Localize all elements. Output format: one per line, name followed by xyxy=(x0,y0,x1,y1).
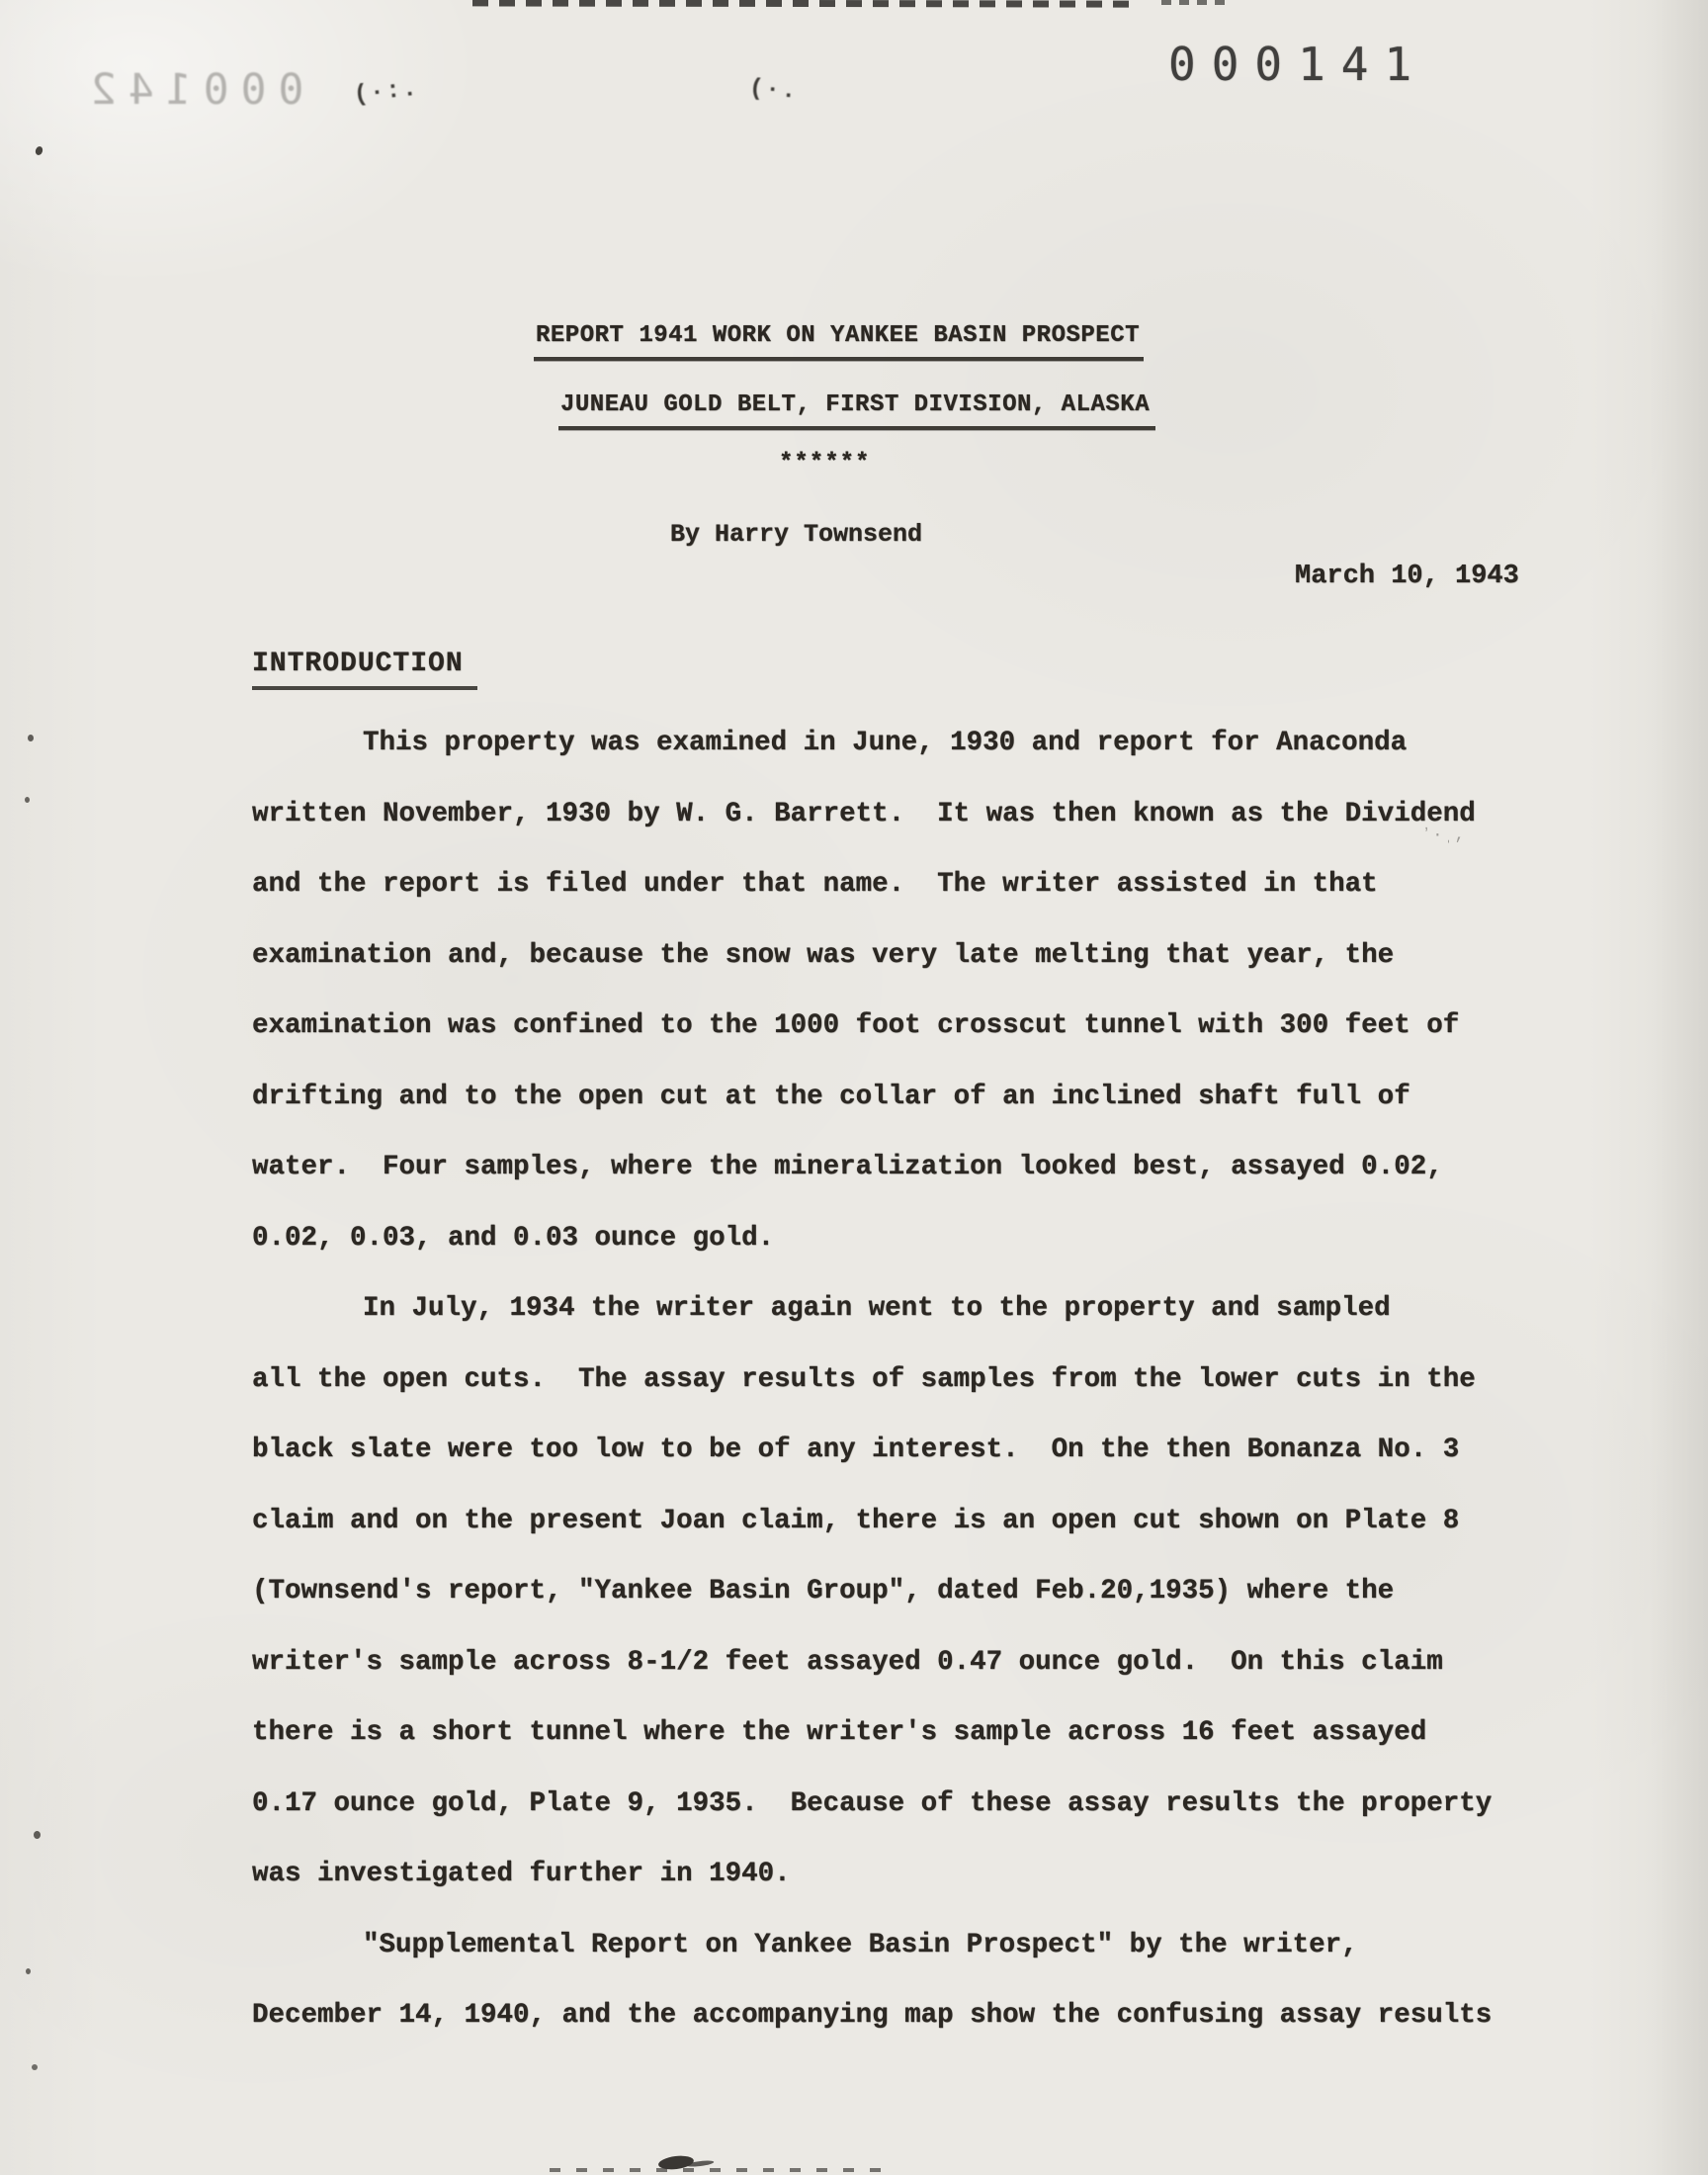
ink-speck xyxy=(25,797,30,803)
text-line: there is a short tunnel where the writer's sample across 16 feet assayed xyxy=(252,1717,1427,1748)
scan-edge-artifact-top xyxy=(472,0,1133,8)
text-line: was investigated further in 1940. xyxy=(252,1859,791,1889)
report-title-line2: JUNEAU GOLD BELT, FIRST DIVISION, ALASKA xyxy=(558,392,1155,430)
text-line: examination and, because the snow was very late melting that year, the xyxy=(252,939,1395,971)
byline: By Harry Townsend xyxy=(670,520,923,549)
text-line: black slate were too low to be of any interest. On the then Bonanza No. 3 xyxy=(252,1435,1460,1465)
mirrored-page-number-bleedthrough: 000142 xyxy=(79,65,304,115)
text-line: 0.02, 0.03, and 0.03 ounce gold. xyxy=(252,1222,775,1254)
text-line: "Supplemental Report on Yankee Basin Prospect" by the writer, xyxy=(363,1929,1358,1960)
text-line: and the report is filed under that name. The writer assisted in that xyxy=(252,869,1378,900)
text-line: water. Four samples, where the mineralization looked best, assayed 0.02, xyxy=(252,1152,1443,1182)
asterisk-separator: ****** xyxy=(779,450,871,477)
text-line: written November, 1930 by W. G. Barrett. It was then known as the Dividend xyxy=(252,798,1476,829)
text-line: drifting and to the open cut at the collar of an inclined shaft full of xyxy=(252,1081,1410,1112)
scan-edge-artifact-top-right xyxy=(1161,0,1231,5)
section-heading-introduction: INTRODUCTION xyxy=(252,649,477,690)
ink-speck xyxy=(32,2064,38,2070)
body-text xyxy=(252,708,1557,2051)
report-title-line1: REPORT 1941 WORK ON YANKEE BASIN PROSPECT xyxy=(534,322,1144,361)
report-date: March 10, 1943 xyxy=(1295,562,1519,591)
text-line: In July, 1934 the writer again went to the property and sampled xyxy=(363,1293,1391,1324)
text-line: claim and on the present Joan claim, there is an open cut shown on Plate 8 xyxy=(252,1505,1460,1536)
text-line: December 14, 1940, and the accompanying map show the confusing assay results xyxy=(252,2000,1493,2031)
ink-speck xyxy=(26,1968,31,1974)
ink-speck xyxy=(28,735,34,741)
text-line: (Townsend's report, "Yankee Basin Group", dated Feb.20,1935) where the xyxy=(252,1576,1395,1607)
faint-pencil-mark: ʼ·ˌ, xyxy=(1421,826,1466,845)
scan-edge-artifact-bottom xyxy=(550,2168,886,2172)
ink-speck xyxy=(34,1831,41,1839)
text-line: writer's sample across 8-1/2 feet assayed 0.47 ounce gold. On this claim xyxy=(252,1646,1443,1678)
text-line: examination was confined to the 1000 foot crosscut tunnel with 300 feet of xyxy=(252,1010,1460,1041)
text-line: 0.17 ounce gold, Plate 9, 1935. Because of these assay results the property xyxy=(252,1787,1493,1819)
ink-smudge: (·. xyxy=(748,75,800,106)
text-line: This property was examined in June, 1930 and report for Anaconda xyxy=(363,728,1408,758)
ink-smudge: (·:. xyxy=(352,75,420,110)
text-line: all the open cuts. The assay results of samples from the lower cuts in the xyxy=(252,1363,1476,1395)
ink-speck xyxy=(35,145,44,156)
page-number-stamp: 000141 xyxy=(1168,38,1428,91)
scan-shadow-right-edge xyxy=(1649,0,1708,2175)
